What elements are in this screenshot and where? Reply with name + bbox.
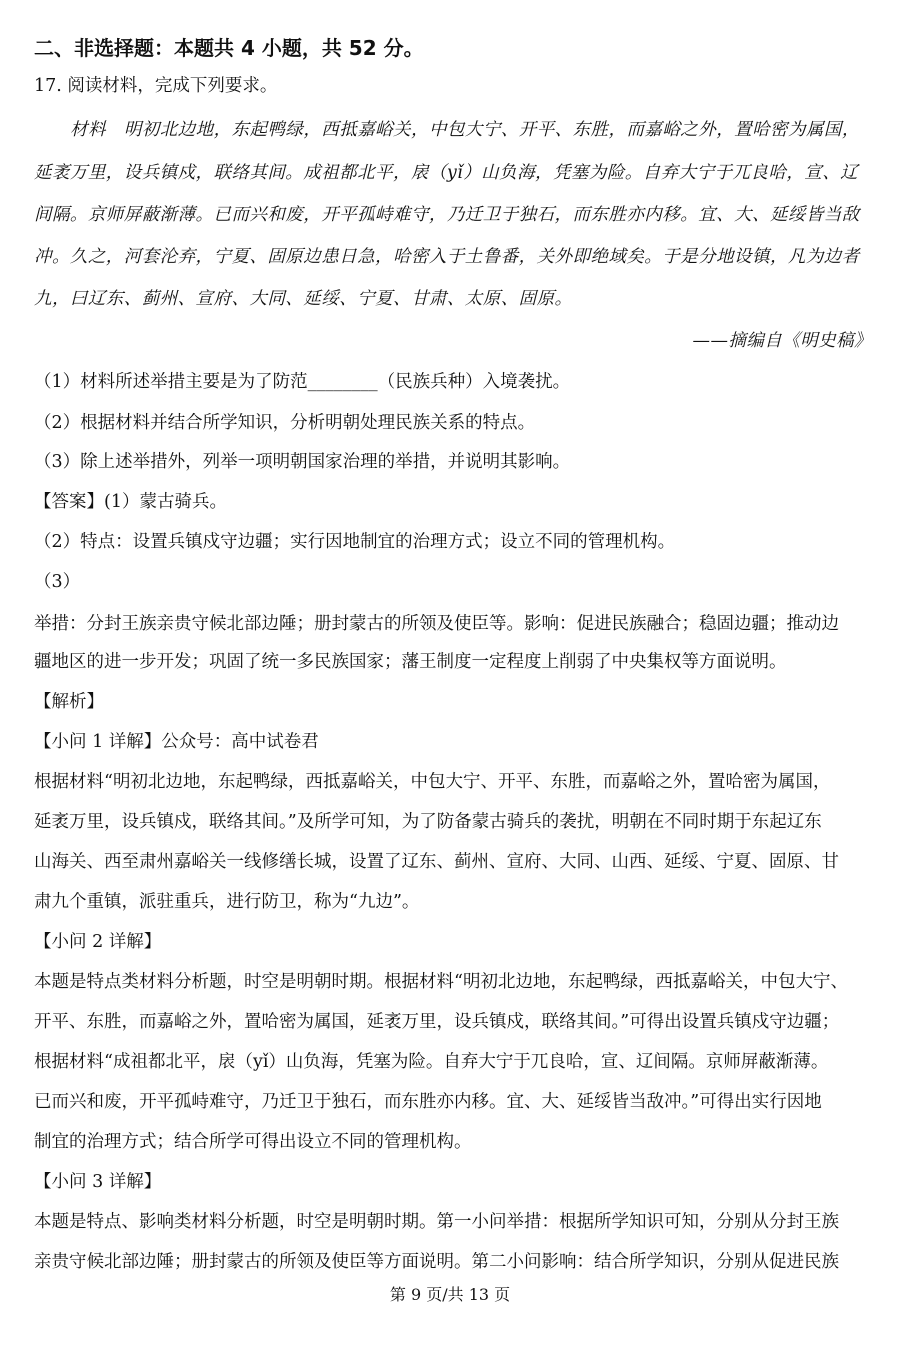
material-line: 材料 明初北边地，东起鸭绿，西抵嘉峪关，中包大宁、开平、东胜，而嘉峪之外，置哈密为属国， (70, 120, 860, 140)
analysis-q1-title: 【小问 1 详解】公众号：高中试卷君 (34, 732, 319, 752)
analysis-line: 延袤万里，设兵镇戍，联络其间。”及所学可知，为了防备蒙古骑兵的袭扰，明朝在不同时期于东起辽东 (34, 812, 822, 832)
answer-label-line: 【答案】(1）蒙古骑兵。 (34, 492, 227, 512)
question-number-line: 17. 阅读材料，完成下列要求。 (34, 76, 278, 96)
material-line: 间隔。京师屏蔽渐薄。已而兴和废，开平孤峙难守，乃迁卫于独石，而东胜亦内移。宜、大、延绥皆当敌 (34, 205, 860, 225)
analysis-line: 本题是特点、影响类材料分析题，时空是明朝时期。第一小问举措：根据所学知识可知，分别从分封王族 (34, 1212, 839, 1232)
analysis-line: 本题是特点类材料分析题，时空是明朝时期。根据材料“明初北边地，东起鸭绿，西抵嘉峪关，中包大宁、 (34, 972, 848, 992)
material-source: ——摘编自《明史稿》 (692, 331, 872, 351)
analysis-line: 已而兴和废，开平孤峙难守，乃迁卫于独石，而东胜亦内移。宜、大、延绥皆当敌冲。”可得出实行因地 (34, 1092, 822, 1112)
analysis-line: 开平、东胜，而嘉峪之外，置哈密为属国，延袤万里，设兵镇戍，联络其间。”可得出设置兵镇戍守边疆； (34, 1012, 840, 1032)
material-line: 冲。久之，河套沦弃，宁夏、固原边患日急，哈密入于土鲁番，关外即绝域矣。于是分地设镇，凡为边者 (34, 247, 860, 267)
sub-question-2: （2）根据材料并结合所学知识，分析明朝处理民族关系的特点。 (34, 413, 536, 433)
analysis-line: 根据材料“成祖都北平，扆（yǐ）山负海，凭塞为险。自弃大宁于兀良哈，宣、辽间隔。京师屏蔽渐薄。 (34, 1052, 829, 1072)
answer-line: 举措：分封王族亲贵守候北部边陲；册封蒙古的所领及使臣等。影响：促进民族融合；稳固边疆；推动边 (34, 614, 839, 634)
analysis-label: 【解析】 (34, 692, 104, 712)
analysis-q2-title: 【小问 2 详解】 (34, 932, 162, 952)
analysis-q3-title: 【小问 3 详解】 (34, 1172, 162, 1192)
analysis-line: 山海关、西至肃州嘉峪关一线修缮长城，设置了辽东、蓟州、宣府、大同、山西、延绥、宁夏、固原、甘 (34, 852, 839, 872)
analysis-line: 亲贵守候北部边陲；册封蒙古的所领及使臣等方面说明。第二小问影响：结合所学知识，分别从促进民族 (34, 1252, 839, 1272)
sub-question-1: （1）材料所述举措主要是为了防范________（民族兵种）入境袭扰。 (34, 372, 571, 392)
analysis-line: 制宜的治理方式；结合所学可得出设立不同的管理机构。 (34, 1132, 472, 1152)
answer-line: （3） (34, 572, 81, 592)
answer-line: 疆地区的进一步开发；巩固了统一多民族国家；藩王制度一定程度上削弱了中央集权等方面说明。 (34, 652, 787, 672)
section-title: 二、非选择题：本题共 4 小题，共 52 分。 (34, 36, 424, 60)
answer-line: （2）特点：设置兵镇戍守边疆；实行因地制宜的治理方式；设立不同的管理机构。 (34, 532, 676, 552)
sub-question-3: （3）除上述举措外，列举一项明朝国家治理的举措，并说明其影响。 (34, 452, 571, 472)
material-line: 九，曰辽东、蓟州、宣府、大同、延绥、宁夏、甘肃、太原、固原。 (34, 289, 573, 309)
material-line: 延袤万里，设兵镇戍，联络其间。成祖都北平，扆（yǐ）山负海，凭塞为险。自弃大宁于兀良哈，宣、辽 (34, 163, 859, 183)
analysis-line: 根据材料“明初北边地，东起鸭绿，西抵嘉峪关，中包大宁、开平、东胜，而嘉峪之外，置哈密为属国， (34, 772, 831, 792)
page-footer: 第 9 页/共 13 页 (389, 1285, 511, 1304)
analysis-line: 肃九个重镇，派驻重兵，进行防卫，称为“九边”。 (34, 892, 420, 912)
